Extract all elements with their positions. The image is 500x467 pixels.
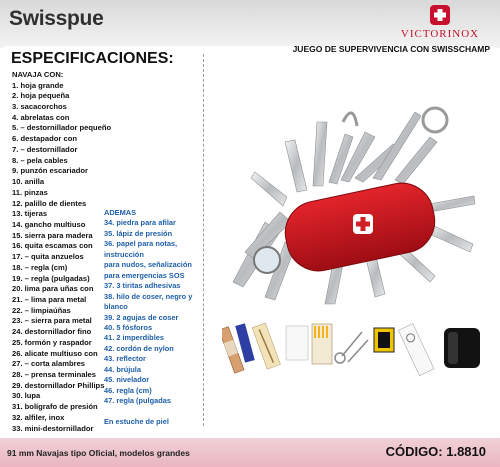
case-note: En estuche de piel	[104, 416, 169, 426]
list-item: 5. – destornillador pequeño	[12, 123, 112, 133]
victorinox-logo	[392, 4, 488, 42]
list-item: 12. palillo de dientes	[12, 198, 87, 208]
list-item: 26. alicate multiuso con	[12, 348, 98, 358]
list-item: 6. destapador con	[12, 134, 77, 144]
brand-name: Swisspue	[9, 7, 104, 30]
list-item: 20. lima para uñas con	[12, 284, 94, 294]
list-item: 14. gancho multiuso	[12, 219, 86, 229]
list-item: 32. alfiler, inox	[12, 412, 65, 422]
product-code: CÓDIGO: 1.8810	[385, 444, 486, 459]
list-item: 7. – destornillador	[12, 144, 78, 154]
list-item: 18. – regla (cm)	[12, 262, 68, 272]
list-item: 34. piedra para afilar	[104, 218, 176, 228]
list-item: 47. regla (pulgadas	[104, 396, 171, 406]
list-item: 45. nivelador	[104, 375, 150, 385]
list-item: 38. hilo de coser, negro y	[104, 291, 193, 301]
list-item: para emergencias SOS	[104, 270, 185, 280]
list-item: 37. 3 tiritas adhesivas	[104, 281, 181, 291]
list-item: 39. 2 agujas de coser	[104, 312, 179, 322]
list-item: 3. sacacorchos	[12, 102, 67, 112]
list-item: instrucción	[104, 249, 144, 259]
list-item: 46. regla (cm)	[104, 385, 152, 395]
footer-description: 91 mm Navajas tipo Oficial, modelos grandes	[7, 448, 190, 458]
list-item: 22. – limpiaúñas	[12, 305, 71, 315]
cross-logo-icon	[353, 214, 373, 234]
list-item: 8. – pela cables	[12, 155, 68, 165]
extras-list	[104, 208, 204, 427]
list-item: 9. punzón escariador	[12, 166, 88, 176]
list-item: 27. – corta alambres	[12, 359, 86, 369]
list-item: 23. – sierra para metal	[12, 316, 92, 326]
list-item: 11. pinzas	[12, 187, 48, 197]
list-item: 33. mini-destornillador	[12, 423, 94, 433]
spacer	[104, 407, 204, 417]
list-item: 29. destornillador Phillips	[12, 380, 105, 390]
swiss-knife-illustration	[225, 82, 480, 307]
list-item: 19. – regla (pulgadas)	[12, 273, 90, 283]
list-item: 25. formón y raspador	[12, 337, 92, 347]
list-item: 21. – lima para metal	[12, 294, 87, 304]
list-item: 1. hoja grande	[12, 80, 64, 90]
accessories-illustration	[222, 318, 484, 378]
list-item: 40. 5 fósforos	[104, 322, 153, 332]
list-item: 35. lápiz de presión	[104, 228, 173, 238]
list-item: 28. – prensa terminales	[12, 370, 96, 379]
page-title: ESPECIFICACIONES:	[11, 50, 174, 67]
list-item: 17. – quita anzuelos	[12, 252, 84, 262]
list-item: 15. sierra para madera	[12, 230, 93, 240]
logo-wordmark: VICTORINOX	[400, 28, 480, 40]
list-item: 41. 2 imperdibles	[104, 333, 164, 343]
list-item: 24. destornillador fino	[12, 327, 92, 337]
kit-title: JUEGO DE SUPERVIVENCIA CON SWISSCHAMP	[292, 44, 490, 54]
list-item: para nudos, señalización	[104, 260, 192, 270]
cross-shield-icon	[392, 4, 488, 28]
list-item: blanco	[104, 302, 128, 312]
list-item: 42. cordón de nylon	[104, 343, 174, 353]
navaja-label: NAVAJA CON:	[12, 70, 64, 79]
extras-heading: ADEMAS	[104, 208, 137, 217]
list-item: 31. bolígrafo de presión	[12, 402, 98, 412]
list-item: 16. quita escamas con	[12, 241, 93, 251]
list-item: 43. reflector	[104, 354, 146, 364]
list-item: 4. abrelatas con	[12, 112, 70, 122]
list-item: 2. hoja pequeña	[12, 91, 70, 101]
list-item: 13. tijeras	[12, 209, 48, 219]
list-item: 30. lupa	[12, 391, 41, 401]
list-item: 10. anilla	[12, 177, 45, 187]
list-item: 44. brújula	[104, 364, 141, 374]
list-item: 36. papel para notas,	[104, 239, 178, 249]
